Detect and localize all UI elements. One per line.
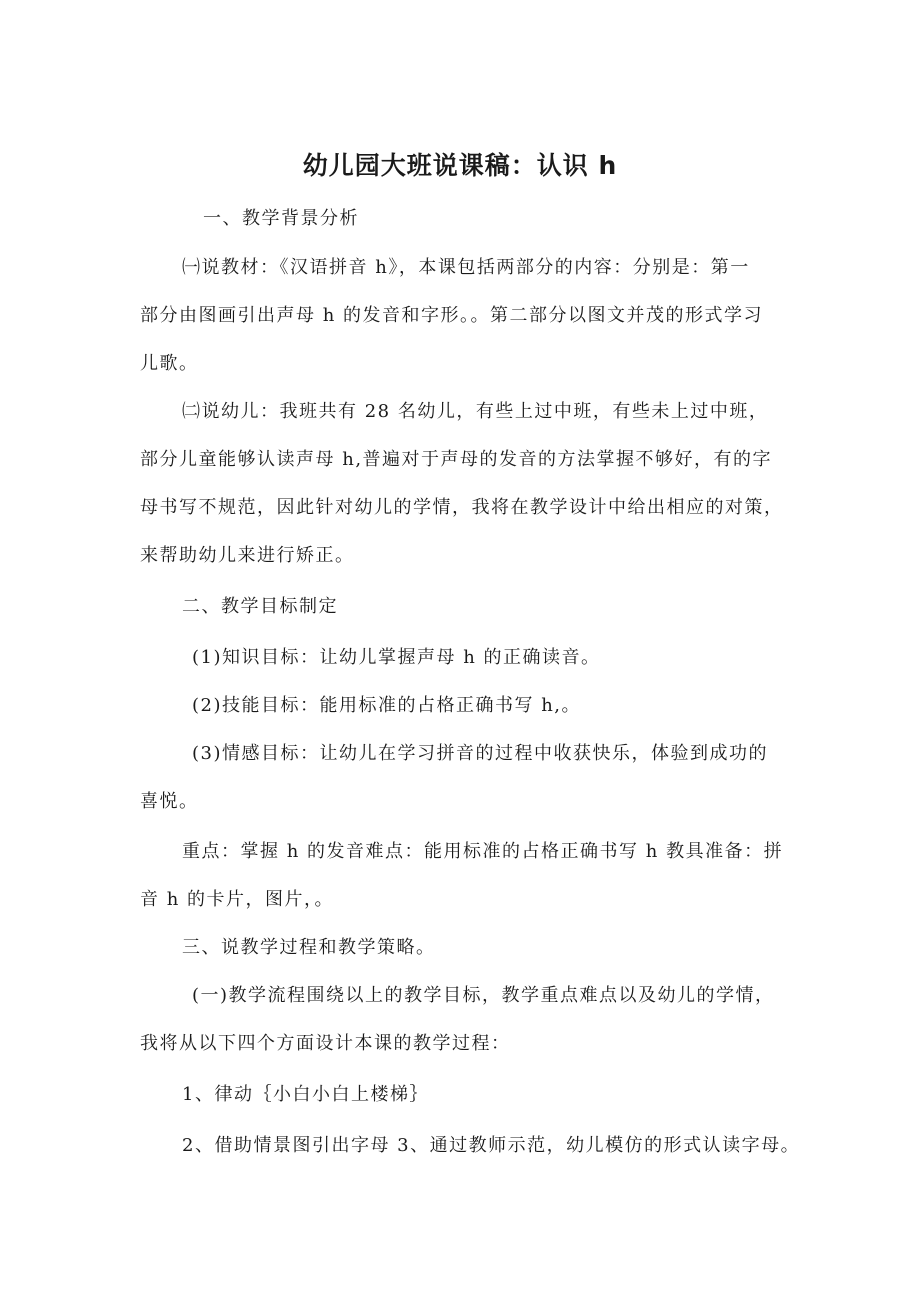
key-points: 音 h 的卡片，图片，。 (140, 889, 335, 910)
section-heading-background: 一、教学背景分析 (203, 208, 359, 229)
document-title: 幼儿园大班说课稿：认识 h (302, 151, 618, 180)
paragraph-line: 来帮助幼儿来进行矫正。 (140, 545, 355, 566)
paragraph-line: ㈡说幼儿：我班共有 28 名幼儿，有些上过中班，有些未上过中班， (182, 401, 769, 422)
paragraph-line: 我将从以下四个方面设计本课的教学过程： (140, 1033, 511, 1054)
paragraph-line: 部分儿童能够认读声母 h,普遍对于声母的发音的方法掌握不够好，有的字 (140, 449, 773, 470)
paragraph-line: 部分由图画引出声母 h 的发音和字形。。第二部分以图文并茂的形式学习 (140, 305, 764, 326)
goal-emotion: 喜悦。 (140, 791, 199, 812)
key-points: 重点：掌握 h 的发音难点：能用标准的占格正确书写 h 教具准备：拼 (182, 841, 784, 862)
process-step: 1、律动｛小白小白上楼梯｝ (182, 1084, 429, 1105)
paragraph-line: 母书写不规范，因此针对幼儿的学情，我将在教学设计中给出相应的对策， (140, 497, 784, 518)
section-heading-goals: 二、教学目标制定 (182, 596, 338, 617)
goal-skill: (2)技能目标：能用标准的占格正确书写 h,。 (192, 695, 582, 716)
goal-knowledge: (1)知识目标：让幼儿掌握声母 h 的正确读音。 (192, 647, 601, 668)
goal-emotion: (3)情感目标：让幼儿在学习拼音的过程中收获快乐，体验到成功的 (192, 743, 768, 764)
process-step: 2、借助情景图引出字母 3、通过教师示范，幼儿模仿的形式认读字母。 (182, 1135, 801, 1156)
paragraph-line: (一)教学流程围绕以上的教学目标，教学重点难点以及幼儿的学情， (192, 985, 775, 1006)
section-heading-process: 三、说教学过程和教学策略。 (182, 937, 436, 958)
paragraph-line: ㈠说教材：《汉语拼音 h》，本课包括两部分的内容：分别是：第一 (182, 257, 750, 278)
paragraph-line: 儿歌。 (140, 353, 199, 374)
